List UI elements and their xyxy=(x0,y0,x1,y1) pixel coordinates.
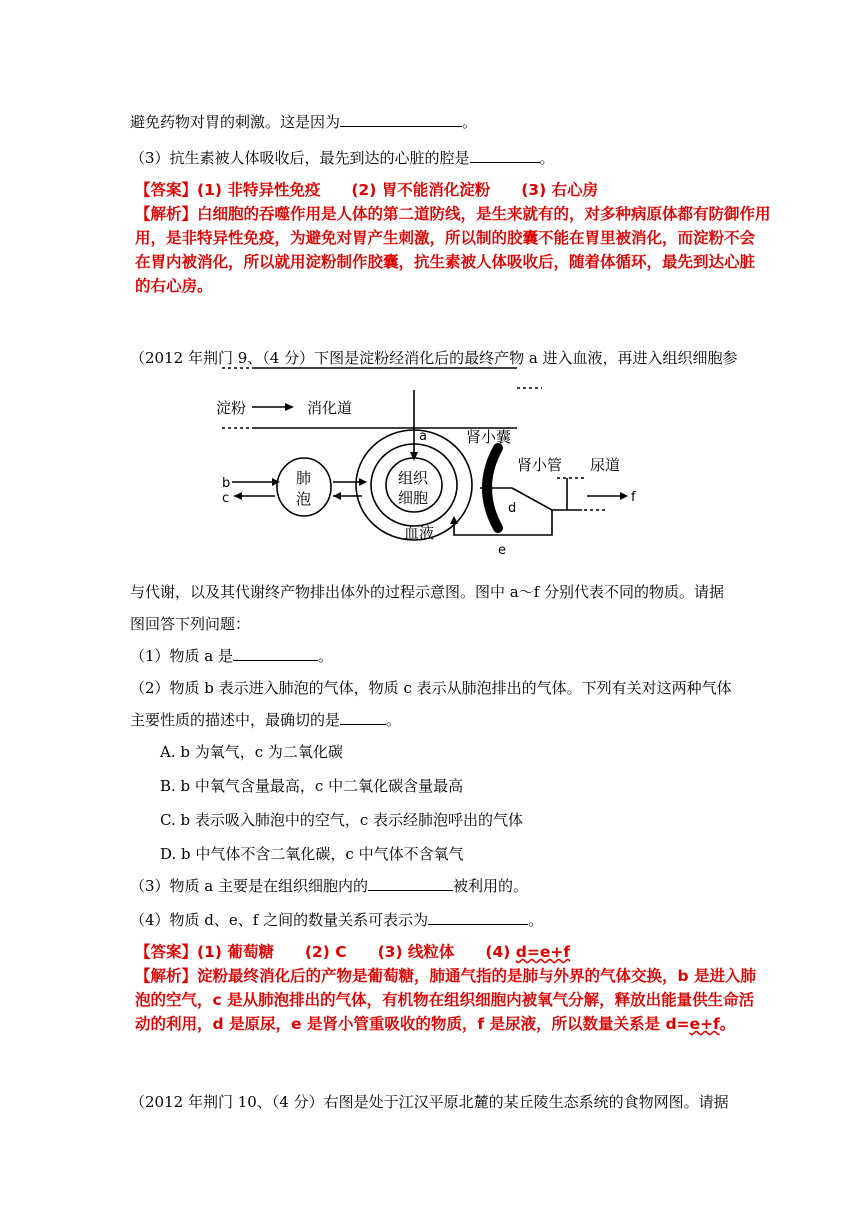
label-digestive-tract: 消化道 xyxy=(307,399,353,417)
answer-blank xyxy=(470,148,540,163)
question-sub-3: （3）物质 a 主要是在组织细胞内的 被利用的。 xyxy=(130,877,529,895)
label-renal-capsule: 肾小囊 xyxy=(466,428,512,446)
question-sub-1: （1）物质 a 是 。 xyxy=(130,647,334,665)
question-sub-4: （4）物质 d、e、f 之间的数量关系可表示为 。 xyxy=(130,911,544,929)
answer-blank xyxy=(340,710,386,725)
option-c: C. b 表示吸入肺泡中的空气，c 表示经肺泡呼出的气体 xyxy=(160,811,524,829)
question-line: 图回答下列问题： xyxy=(130,615,251,633)
analysis-line: 【解析】淀粉最终消化后的产物是葡萄糖，肺通气指的是肺与外界的气体交换，b 是进入肺 xyxy=(135,967,756,985)
question-line: 避免药物对胃的刺激。这是因为 。 xyxy=(130,113,478,131)
analysis-line: 动的利用，d 是原尿，e 是肾小管重吸收的物质，f 是尿液，所以数量关系是 d=e+f。 xyxy=(135,1015,736,1033)
answer-block-1 xyxy=(135,178,771,298)
arrow-head xyxy=(234,492,242,500)
answer-blank xyxy=(428,910,528,925)
answer-blank xyxy=(340,112,462,127)
option-a: A. b 为氧气，c 为二氧化碳 xyxy=(160,743,343,761)
answer-line: 【答案】(1) 非特异性免疫 (2) 胃不能消化淀粉 (3) 右心房 xyxy=(135,181,599,199)
arrow-head xyxy=(450,516,458,524)
label-tissue-1: 组织 xyxy=(398,469,429,487)
label-alveolus-1: 肺 xyxy=(296,469,312,487)
label-b: b xyxy=(222,476,231,491)
question-intro: （2012 年荆门 10、（4 分）右图是处于江汉平原北麓的某丘陵生态系统的食物网图。请据 xyxy=(130,1093,729,1111)
question-intro: （2012 年荆门 9、（4 分）下图是淀粉经消化后的最终产物 a 进入血液，再进入组织细胞参 xyxy=(130,349,738,367)
metabolism-diagram xyxy=(212,360,652,560)
arrow-head xyxy=(272,478,280,486)
label-urethra: 尿道 xyxy=(590,456,621,474)
analysis-line: 的右心房。 xyxy=(135,277,213,295)
label-tissue-2: 细胞 xyxy=(398,489,429,507)
question-sub-2-cont: 主要性质的描述中，最确切的是 。 xyxy=(130,711,402,729)
question-line: （3）抗生素被人体吸收后，最先到达的心脏的腔是 。 xyxy=(130,149,555,167)
label-a: a xyxy=(419,429,427,444)
label-d: d xyxy=(508,501,517,516)
label-alveolus-2: 泡 xyxy=(296,490,312,508)
arrow-head xyxy=(285,403,294,411)
label-f: f xyxy=(631,490,636,505)
label-c: c xyxy=(222,491,230,506)
label-renal-tubule: 肾小管 xyxy=(517,456,563,474)
option-d: D. b 中气体不含二氧化碳，c 中气体不含氧气 xyxy=(160,845,464,863)
arrow-head xyxy=(410,452,418,461)
answer-line: 【答案】(1) 葡萄糖 (2) C (3) 线粒体 (4) d=e+f xyxy=(135,943,571,961)
arrow-head xyxy=(620,492,628,500)
answer-blank xyxy=(233,646,318,661)
label-blood: 血液 xyxy=(404,524,435,542)
analysis-line: 【解析】白细胞的吞噬作用是人体的第二道防线，是生来就有的，对多种病原体都有防御作用 xyxy=(135,205,771,223)
analysis-line: 泡的空气，c 是从肺泡排出的气体，有机物在组织细胞内被氧气分解，释放出能量供生命活 xyxy=(135,991,755,1009)
label-starch: 淀粉 xyxy=(216,399,247,417)
option-b: B. b 中氧气含量最高，c 中二氧化碳含量最高 xyxy=(160,777,464,795)
arrow-head xyxy=(333,492,341,500)
question-line: 与代谢，以及其代谢终产物排出体外的过程示意图。图中 a～f 分别代表不同的物质。请据 xyxy=(130,583,725,601)
answer-block-2 xyxy=(135,940,756,1036)
label-e: e xyxy=(498,543,506,558)
answer-blank xyxy=(368,876,453,891)
question-sub-2: （2）物质 b 表示进入肺泡的气体，物质 c 表示从肺泡排出的气体。下列有关对这两种气体 xyxy=(130,679,732,697)
analysis-line: 在胃内被消化，所以就用淀粉制作胶囊，抗生素被人体吸收后，随着体循环，最先到达心脏 xyxy=(135,253,756,271)
analysis-line: 用，是非特异性免疫，为避免对胃产生刺激，所以制的胶囊不能在胃里被消化，而淀粉不会 xyxy=(135,229,756,247)
arrow-head xyxy=(359,478,367,486)
